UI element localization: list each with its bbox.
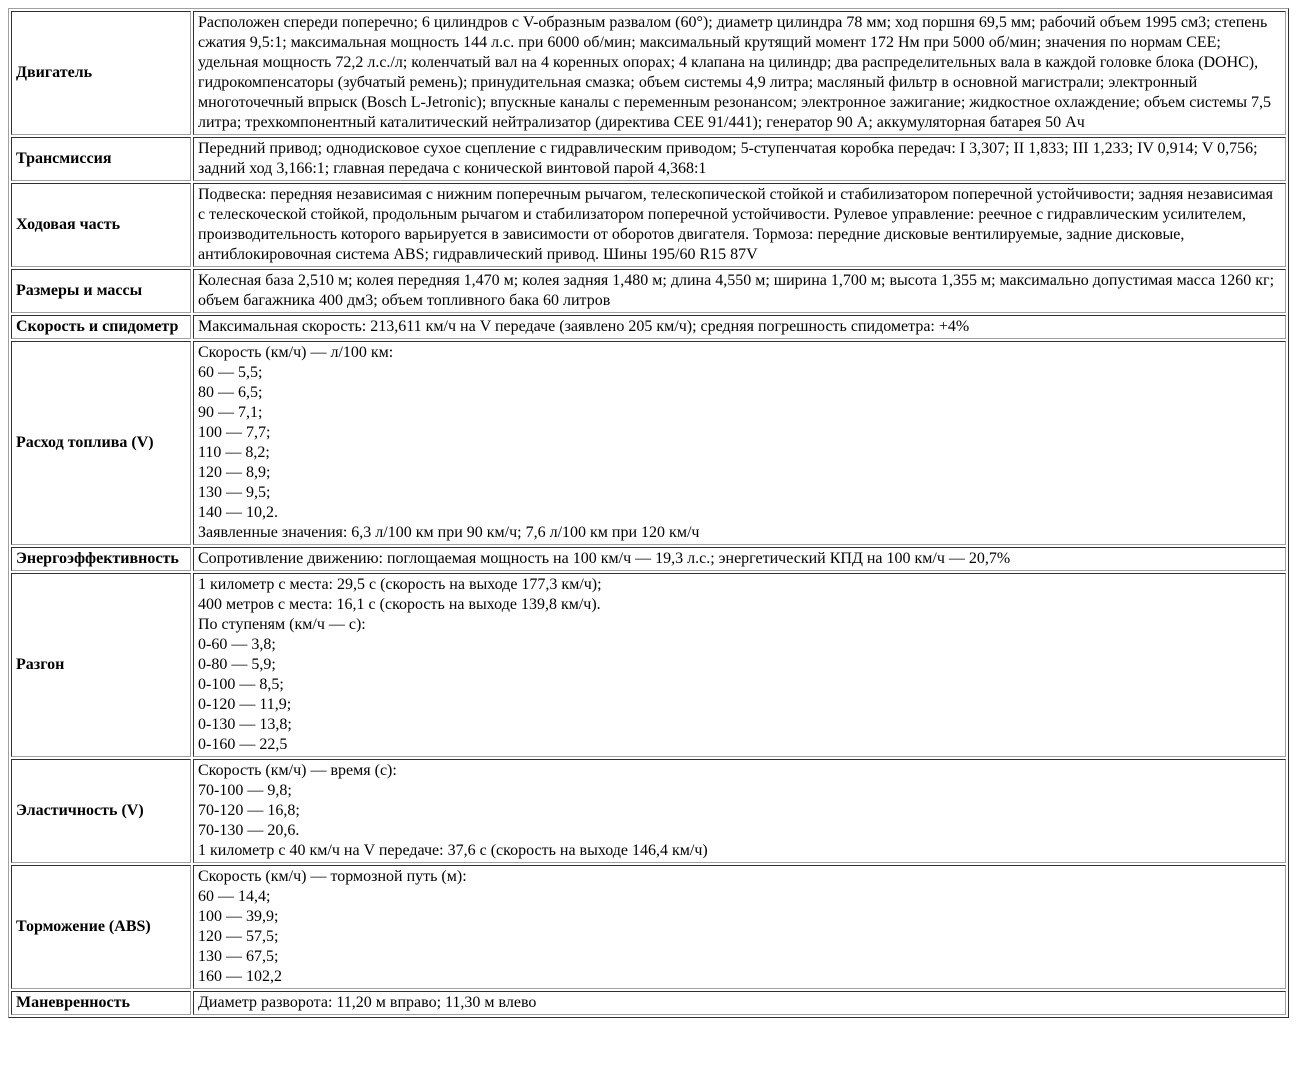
spec-value-line: 140 — 10,2. [198, 504, 278, 521]
spec-value-line: 80 — 6,5; [198, 384, 263, 401]
spec-value-line: 0-60 — 3,8; [198, 636, 276, 653]
spec-value-line: 400 метров с места: 16,1 с (скорость на выходе 139,8 км/ч). [198, 596, 601, 613]
spec-label: Ходовая часть [11, 183, 191, 267]
spec-value-line: Скорость (км/ч) — л/100 км: [198, 344, 394, 361]
spec-row-braking [11, 865, 1286, 989]
spec-value [193, 183, 1286, 267]
spec-value-line: 90 — 7,1; [198, 404, 263, 421]
spec-label: Энергоэффективность [11, 547, 191, 571]
spec-row-chassis [11, 183, 1286, 267]
spec-value-line: Скорость (км/ч) — время (с): [198, 762, 397, 779]
spec-label: Маневренность [11, 991, 191, 1015]
spec-value-line: Передний привод; однодисковое сухое сцепление с гидравлическим приводом; 5-ступенчатая коробка передач: I 3,307; II 1,833; III 1,233; IV 0,914; V 0,756; задний ход 3,166:1; главная передача с конической винтовой парой 4,368:1 [198, 140, 1258, 177]
spec-value-line: Колесная база 2,510 м; колея передняя 1,470 м; колея задняя 1,480 м; длина 4,550 м; ширина 1,700 м; высота 1,355 м; максимально допустимая масса 1260 кг; объем багажника 400 дм3; объем топливного бака 60 литров [198, 272, 1275, 309]
spec-row-elasticity [11, 759, 1286, 863]
spec-value-line: 70-130 — 20,6. [198, 822, 300, 839]
spec-value-line: 0-80 — 5,9; [198, 656, 276, 673]
spec-value-line: 160 — 102,2 [198, 968, 282, 985]
spec-value-line: 130 — 67,5; [198, 948, 279, 965]
spec-row-energy-efficiency [11, 547, 1286, 571]
spec-row-engine [11, 11, 1286, 135]
spec-value [193, 865, 1286, 989]
spec-value-line: 1 километр с места: 29,5 с (скорость на выходе 177,3 км/ч); [198, 576, 602, 593]
spec-value-line: 120 — 8,9; [198, 464, 271, 481]
spec-value [193, 759, 1286, 863]
spec-value-line: 0-100 — 8,5; [198, 676, 284, 693]
spec-row-transmission [11, 137, 1286, 181]
spec-value [193, 547, 1286, 571]
spec-label: Эластичность (V) [11, 759, 191, 863]
spec-value-line: Подвеска: передняя независимая с нижним поперечным рычагом, телескопической стойкой и стабилизатором поперечной устойчивости; задняя независимая с телескоческой стойкой, продольным рычагом и стабилизатором поперечной устойчивости. Рулевое управление: реечное с гидравлическим усилителем, производительность которого варьируется в зависимости от оборотов двигателя. Тормоза: передние дисковые вентилируемые, задние дисковые, антиблокировочная система ABS; гидравлический привод. Шины 195/60 R15 87V [198, 186, 1273, 263]
spec-value [193, 11, 1286, 135]
spec-value-line: 120 — 57,5; [198, 928, 279, 945]
spec-value-line: 60 — 5,5; [198, 364, 263, 381]
spec-value-line: 1 километр с 40 км/ч на V передаче: 37,6 с (скорость на выходе 146,4 км/ч) [198, 842, 708, 859]
spec-value-line: Сопротивление движению: поглощаемая мощность на 100 км/ч — 19,3 л.с.; энергетический КПД на 100 км/ч — 20,7% [198, 550, 1011, 567]
spec-value-line: Диаметр разворота: 11,20 м вправо; 11,30 м влево [198, 994, 537, 1011]
spec-value-line: 130 — 9,5; [198, 484, 271, 501]
spec-value-line: 110 — 8,2; [198, 444, 270, 461]
spec-label: Торможение (ABS) [11, 865, 191, 989]
spec-value [193, 137, 1286, 181]
spec-value-line: 0-120 — 11,9; [198, 696, 292, 713]
spec-value [193, 991, 1286, 1015]
spec-row-maneuverability [11, 991, 1286, 1015]
spec-value-line: 0-160 — 22,5 [198, 736, 288, 753]
spec-label: Двигатель [11, 11, 191, 135]
spec-row-acceleration [11, 573, 1286, 757]
spec-value-line: 100 — 7,7; [198, 424, 271, 441]
spec-row-dimensions-and-weights [11, 269, 1286, 313]
spec-label: Трансмиссия [11, 137, 191, 181]
spec-value-line: По ступеням (км/ч — с): [198, 616, 366, 633]
spec-value-line: 70-120 — 16,8; [198, 802, 300, 819]
spec-value [193, 341, 1286, 545]
spec-label: Разгон [11, 573, 191, 757]
spec-row-fuel-consumption [11, 341, 1286, 545]
spec-value [193, 315, 1286, 339]
spec-label: Расход топлива (V) [11, 341, 191, 545]
spec-value-line: Максимальная скорость: 213,611 км/ч на V передаче (заявлено 205 км/ч); средняя погрешность спидометра: +4% [198, 318, 970, 335]
specifications-table-body [11, 11, 1286, 1015]
spec-value-line: Заявленные значения: 6,3 л/100 км при 90 км/ч; 7,6 л/100 км при 120 км/ч [198, 524, 700, 541]
spec-value-line: 70-100 — 9,8; [198, 782, 292, 799]
spec-value-line: 60 — 14,4; [198, 888, 271, 905]
spec-value-line: Расположен спереди поперечно; 6 цилиндров с V-образным развалом (60°); диаметр цилиндра 78 мм; ход поршня 69,5 мм; рабочий объем 1995 см3; степень сжатия 9,5:1; максимальная мощность 144 л.с. при 6000 об/мин; максимальный крутящий момент 172 Нм при 5000 об/мин; значения по нормам CEE; удельная мощность 72,2 л.с./л; коленчатый вал на 4 коренных опорах; 4 клапана на цилиндр; два распределительных вала в каждой головке блока (DOHC), гидрокомпенсаторы (зубчатый ремень); принудительная смазка; объем системы 4,9 литра; масляный фильтр в основной магистрали; электронный многоточечный впрыск (Bosch L-Jetronic); впускные каналы с переменным резонансом; электронное зажигание; жидкостное охлаждение; объем системы 7,5 литра; трехкомпонентный каталитический нейтрализатор (директива CEE 91/441); генератор 90 А; аккумуляторная батарея 50 Ач [198, 14, 1271, 131]
spec-label: Размеры и массы [11, 269, 191, 313]
spec-value [193, 269, 1286, 313]
spec-value [193, 573, 1286, 757]
spec-value-line: 0-130 — 13,8; [198, 716, 292, 733]
spec-value-line: 100 — 39,9; [198, 908, 279, 925]
spec-row-speed-and-speedometer [11, 315, 1286, 339]
specifications-table [8, 8, 1289, 1018]
spec-value-line: Скорость (км/ч) — тормозной путь (м): [198, 868, 467, 885]
spec-label: Скорость и спидометр [11, 315, 191, 339]
